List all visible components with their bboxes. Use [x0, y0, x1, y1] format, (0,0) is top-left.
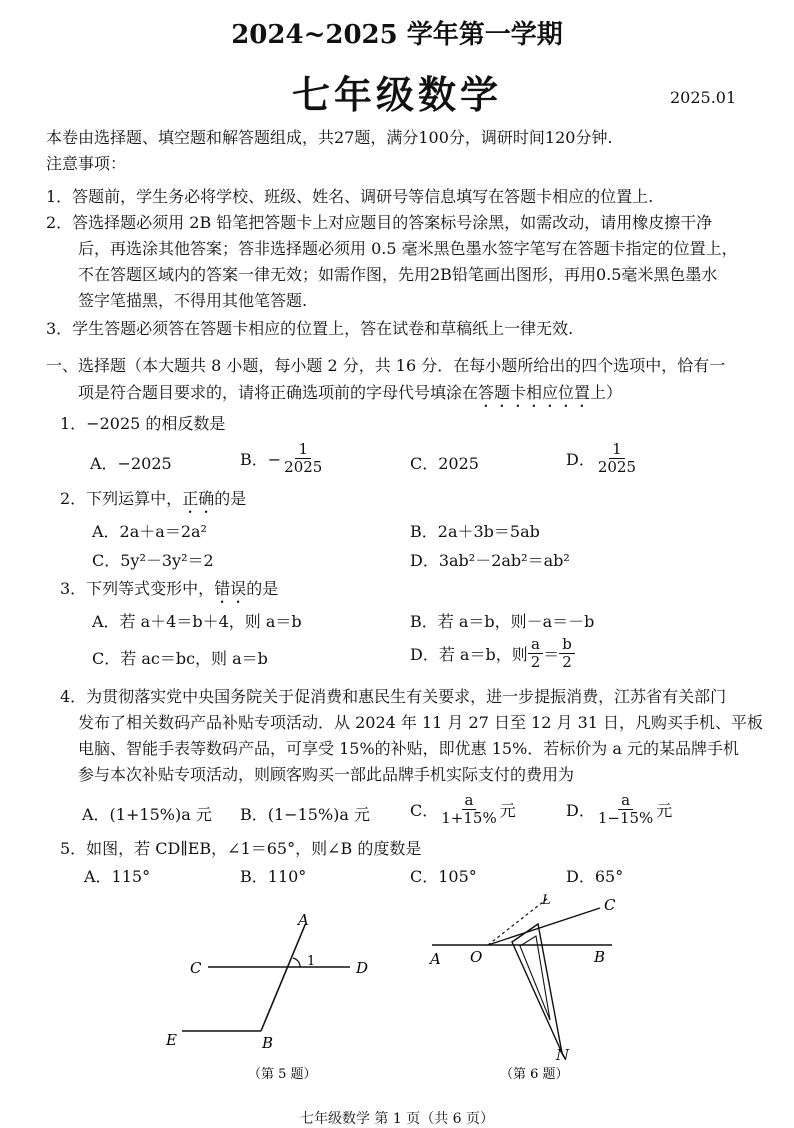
fig5-label-a: A: [298, 911, 309, 929]
q1-stem: 1．−2025 的相反数是: [60, 414, 226, 433]
q1-option-b-label: B．−: [240, 450, 282, 469]
q2-option-a: A．2a＋a＝2a²: [92, 522, 207, 541]
section-1-line-2-emphasis: 答题卡相应位置: [478, 383, 591, 402]
q4-option-c-fraction: [438, 792, 499, 827]
q4-option-d-unit: 元: [656, 801, 673, 820]
q4-option-b: B．(1−15%)a 元: [240, 805, 371, 824]
fig5-line-ab: [261, 925, 305, 1031]
note-item-2-line-3: 不在答题区域内的答案一律无效；如需作图，先用2B铅笔画出图形，再用0.5毫米黑色墨水: [78, 265, 718, 284]
fig5-caption: （第 5 题）: [248, 1067, 317, 1082]
q4-option-c-label: C．: [410, 801, 439, 820]
section-1-line-1: 一、选择题（本大题共 8 小题，每小题 2 分，共 16 分．在每小题所给出的四个选项中，恰有一: [46, 356, 726, 375]
section-1-line-2-post: 上）: [590, 383, 623, 402]
q2-option-b: B．2a＋3b＝5ab: [410, 522, 540, 541]
q3-stem: [60, 576, 278, 607]
fig6-caption: （第 6 题）: [500, 1067, 569, 1082]
q4-option-c-den: 1+15%: [441, 809, 497, 827]
q3-option-b: B．若 a＝b，则－a＝－b: [410, 612, 595, 631]
q5-option-c: C．105°: [410, 867, 477, 886]
fig6-triangle-inner: [520, 936, 550, 1020]
q5-stem: 5．如图，若 CD∥EB，∠1＝65°，则∠B 的度数是: [60, 839, 422, 858]
q1-option-d-den: 2025: [597, 458, 637, 476]
fig5-label-angle-1: 1: [307, 954, 316, 969]
q5-option-a: A．115°: [84, 867, 151, 886]
figure-6: [420, 890, 640, 1095]
fig6-label-c: C: [604, 896, 616, 914]
q1-option-d: [566, 441, 639, 476]
note-item-1: 1．答题前，学生务必将学校、班级、姓名、调研号等信息填写在答题卡相应的位置上.: [46, 187, 654, 206]
q3-option-a: A．若 a＋4＝b＋4，则 a＝b: [92, 612, 302, 631]
fig5-label-c: C: [190, 959, 202, 977]
q4-line-1: 4．为贯彻落实党中央国务院关于促消费和惠民生有关要求，进一步提振消费，江苏省有关部门: [60, 687, 727, 706]
q1-option-d-fraction: [595, 441, 639, 476]
section-1-line-2: [78, 380, 622, 411]
q2-option-c: C．5y²－3y²＝2: [92, 551, 214, 570]
q4-option-d-fraction: [595, 792, 656, 827]
fig5-label-b: B: [262, 1034, 274, 1052]
q1-option-b: [240, 441, 325, 476]
q1-option-b-fraction: [281, 441, 325, 476]
q4-option-c: [410, 792, 516, 827]
q1-option-b-num: 1: [295, 441, 311, 459]
q1-option-a: A．−2025: [90, 454, 172, 473]
figure-5: [150, 905, 390, 1095]
q5-option-d: D．65°: [566, 867, 624, 886]
q2-option-d: D．3ab²－2ab²＝ab²: [410, 551, 570, 570]
note-item-2-line-4: 签字笔描黑，不得用其他笔答题.: [78, 291, 308, 310]
q3-option-d-num-1: a: [528, 636, 543, 654]
q5-option-b: B．110°: [240, 867, 307, 886]
fig6-label-top: L: [542, 893, 551, 908]
page-footer: 七年级数学 第 1 页（共 6 页）: [299, 1111, 495, 1127]
fig5-angle-arc: [293, 958, 300, 967]
exam-date: 2025.01: [670, 88, 737, 107]
q4-line-3: 电脑、智能手表等数码产品，可享受 15%的补贴，即优惠 15%．若标价为 a 元的某品牌手机: [78, 739, 740, 758]
q3-stem-pre: 3．下列等式变形中，: [60, 579, 215, 598]
fig6-ray-oc: [488, 908, 600, 945]
q3-option-d-fraction-1: [528, 636, 544, 671]
q4-option-c-unit: 元: [499, 801, 516, 820]
exam-subject: 七年级数学: [291, 72, 502, 117]
fig6-label-b: B: [594, 948, 606, 966]
fig6-label-o: O: [470, 948, 483, 966]
q4-line-4: 参与本次补贴专项活动，则顾客购买一部此品牌手机实际支付的费用为: [78, 765, 575, 784]
q1-option-d-num: 1: [609, 441, 625, 459]
q3-option-d: [410, 636, 575, 671]
note-item-3: 3．学生答题必须答在答题卡相应的位置上，答在试卷和草稿纸上一律无效.: [46, 319, 574, 338]
q1-option-b-den: 2025: [284, 458, 323, 476]
q3-option-d-fraction-2: [559, 636, 575, 671]
q3-option-c: C．若 ac＝bc，则 a＝b: [92, 649, 268, 668]
q4-option-a: A．(1+15%)a 元: [82, 805, 212, 824]
exam-term: 2024~2025 学年第一学期: [231, 20, 563, 50]
q1-option-c: C．2025: [410, 454, 479, 473]
q2-stem-emphasis: 正确: [182, 489, 215, 508]
q4-line-2: 发布了相关数码产品补贴专项活动．从 2024 年 11 月 27 日至 12 月 31 日，凡购买手机、平板: [78, 713, 764, 732]
q3-option-d-num-2: b: [559, 636, 575, 654]
q3-option-d-label: D．若 a＝b，则: [410, 645, 528, 664]
q4-option-d-label: D．: [566, 801, 595, 820]
q3-option-d-den-1: 2: [530, 653, 541, 671]
q3-stem-post: 的是: [246, 579, 279, 598]
notes-heading: 注意事项：: [46, 154, 127, 173]
q2-stem-post: 的是: [214, 489, 247, 508]
q4-option-c-num: a: [462, 792, 477, 810]
q3-option-d-equals: ＝: [543, 645, 560, 664]
q4-option-d-num: a: [618, 792, 633, 810]
fig5-label-d: D: [356, 959, 369, 977]
fig5-label-e: E: [166, 1031, 177, 1049]
fig6-label-n: N: [556, 1046, 570, 1064]
q4-option-d: [566, 792, 672, 827]
note-item-2-line-1: 2．答选择题必须用 2B 铅笔把答题卡上对应题目的答案标号涂黑，如需改动，请用橡皮擦干净: [46, 213, 713, 232]
q3-option-d-den-2: 2: [562, 653, 572, 671]
exam-intro: 本卷由选择题、填空题和解答题组成，共27题，满分100分，调研时间120分钟.: [46, 128, 613, 147]
q1-option-d-label: D．: [566, 450, 595, 469]
section-1-line-2-pre: 项是符合题目要求的，请将正确选项前的字母代号填涂在: [78, 383, 479, 402]
note-item-2-line-2: 后，再选涂其他答案；答非选择题必须用 0.5 毫米黑色墨水签字笔写在答题卡指定的位置上，: [78, 239, 738, 258]
fig6-label-a: A: [430, 950, 441, 968]
q2-stem: [60, 486, 246, 517]
q3-stem-emphasis: 错误: [214, 579, 247, 598]
q2-stem-pre: 2．下列运算中，: [60, 489, 183, 508]
q4-option-d-den: 1−15%: [597, 809, 654, 827]
